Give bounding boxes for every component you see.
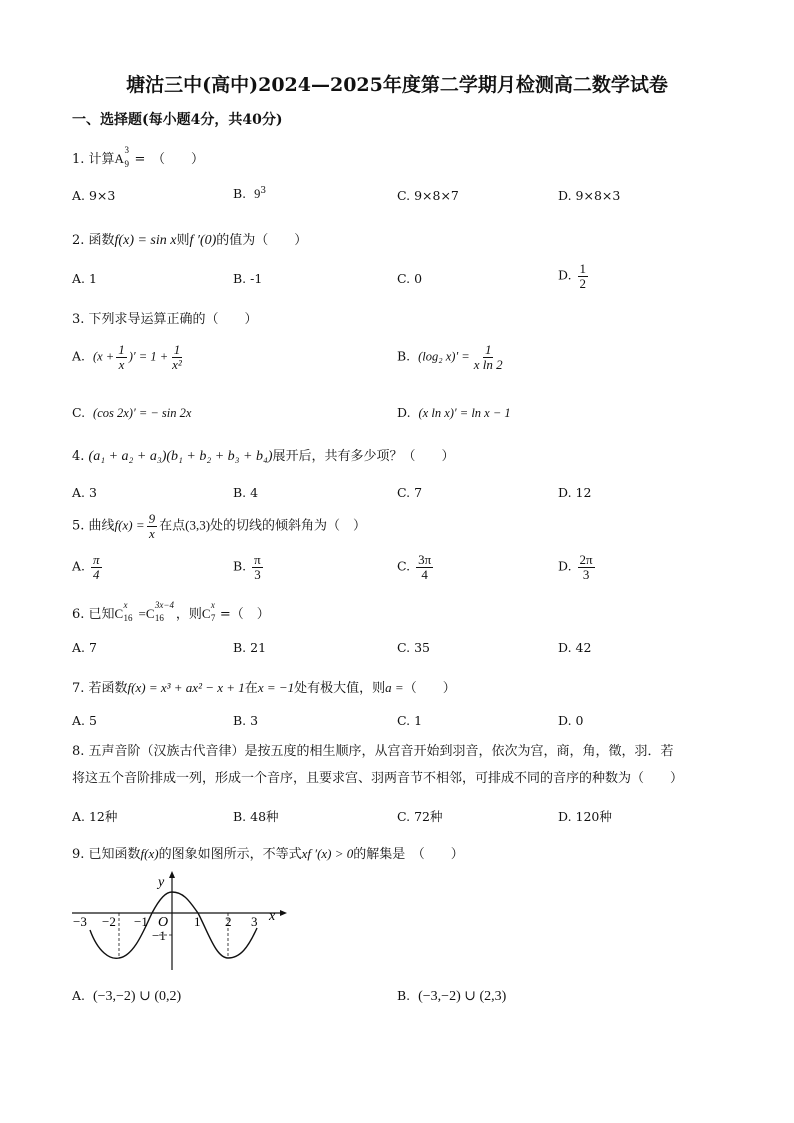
q3-option-b[interactable] (397, 343, 507, 371)
q6-prefix: 6. 已知 (72, 607, 115, 622)
q6-c2: C (145, 606, 155, 621)
q3-a-frac1 (116, 343, 127, 371)
q5-d-frac (578, 553, 595, 581)
q5-prefix: 5. 曲线 (72, 518, 115, 534)
q3-a-pre: (x + (92, 349, 115, 364)
q2-d-den: 2 (579, 275, 587, 291)
q3-b-num: 1 (484, 342, 492, 357)
q2-d-fraction (578, 262, 589, 290)
q6-suffix: =（ ） (219, 607, 270, 622)
q1-perm-symbol: A (114, 151, 124, 166)
question-5-stem (72, 512, 366, 540)
q5-b-label: B. (233, 558, 247, 574)
q3-a-label: A. (72, 348, 86, 364)
x-tick-neg2: −2 (102, 914, 116, 929)
q6-c1-sub: 16 (123, 613, 133, 623)
q5-c-frac (416, 553, 433, 581)
q8-line1: 8. 五声音阶（汉族古代音律）是按五度的相生顺序，从宫音开始到羽音，依次为宫，商，角，徵，羽．若 (72, 744, 674, 759)
question-1-stem (72, 145, 204, 169)
q2-option-d[interactable] (558, 262, 590, 290)
q1-option-a[interactable]: A. 9×3 (72, 188, 116, 203)
q5-option-b[interactable] (233, 553, 265, 581)
y-axis-arrow-icon (169, 871, 175, 878)
q2-d-label: D. (558, 267, 572, 283)
q4-suffix: 展开后，共有多少项？（ ） (272, 449, 455, 464)
q9-a-expr: (−3,−2) ∪ (0,2) (92, 989, 182, 1004)
q4-prefix: 4. (72, 449, 85, 464)
q9-suffix: 的解集是 （ ） (353, 847, 464, 862)
q6-c3-sup: x (210, 600, 215, 610)
q5-a-label: A. (72, 558, 86, 574)
q1-b-base: 9 (254, 187, 261, 202)
q2-option-b[interactable]: B. -1 (233, 271, 263, 286)
q6-c3-sub: 7 (210, 613, 216, 623)
q5-function: f(x) = (114, 517, 145, 533)
q7-function: f(x) = x³ + ax² − x + 1 (127, 680, 245, 695)
q5-fraction (147, 512, 158, 540)
q6-c1-sup: x (123, 600, 128, 610)
q5-b-den: 3 (254, 566, 261, 582)
q2-mid: 则 (176, 233, 190, 248)
q4-option-a[interactable]: A. 3 (72, 485, 97, 500)
q7-a-var: a = (385, 680, 404, 695)
q9-b-label: B. (397, 988, 411, 1003)
q9-b-expr: (−3,−2) ∪ (2,3) (418, 989, 507, 1004)
q5-option-a[interactable] (72, 553, 104, 581)
q2-d-num: 1 (579, 261, 587, 276)
x-axis-label: x (269, 909, 276, 924)
x-tick-1: 1 (194, 914, 201, 929)
q5-a-num: π (93, 552, 100, 567)
q8-option-d[interactable]: D. 120种 (558, 809, 612, 824)
q3-b-pre: (log₂ x)′ = (418, 349, 470, 364)
q3-b-den: x ln 2 (473, 356, 503, 372)
q3-a-num1: 1 (118, 342, 125, 357)
q5-option-d[interactable] (558, 553, 597, 581)
section-heading: 一、选择题(每小题4分，共40分) (72, 112, 283, 128)
question-6-stem (72, 600, 270, 623)
q3-a-mid: )′ = 1 + (128, 349, 169, 364)
q5-b-num: π (254, 552, 261, 567)
q1-option-c[interactable]: C. 9×8×7 (397, 188, 459, 203)
q5-c-num: 3π (418, 552, 432, 567)
q5-den: x (148, 525, 155, 541)
q3-a-den1: x (118, 356, 125, 372)
q7-mid: 在 (244, 681, 258, 696)
q6-eq: = (138, 606, 146, 621)
q6-option-c[interactable]: C. 35 (397, 640, 430, 655)
question-3-stem: 3. 下列求导运算正确的（ ） (72, 312, 258, 327)
q9-function: f(x) (140, 846, 159, 861)
q5-num: 9 (148, 511, 156, 526)
question-2-stem (72, 229, 307, 249)
y-axis-label: y (158, 875, 165, 890)
origin-label: O (158, 915, 169, 930)
q8-option-c[interactable]: C. 72种 (397, 809, 443, 824)
q6-c2-sub: 16 (154, 613, 164, 623)
q3-d-label: D. (397, 405, 411, 420)
q8-option-b[interactable]: B. 48种 (233, 809, 279, 824)
q6-c2-sup: 3x−4 (154, 600, 174, 610)
q5-point: (3,3) (185, 517, 211, 533)
q3-a-frac2 (170, 343, 184, 371)
y-tick-neg1: −1 (152, 928, 166, 943)
q3-option-c[interactable] (72, 405, 191, 421)
q4-option-b[interactable]: B. 4 (233, 485, 259, 500)
q3-a-den2: x² (172, 356, 182, 372)
q1-b-sup: 3 (260, 186, 267, 196)
q9-mid: 的图象如图所示，不等式 (158, 847, 302, 862)
q5-d-den: 3 (582, 566, 590, 582)
q1-b-label: B. (233, 186, 247, 202)
q5-d-label: D. (558, 558, 572, 574)
q5-option-c[interactable] (397, 553, 435, 581)
q7-option-a[interactable]: A. 5 (72, 713, 97, 728)
q2-option-a[interactable]: A. 1 (72, 271, 97, 286)
q1-option-d[interactable]: D. 9×8×3 (558, 188, 621, 203)
q7-mid2: 处有极大值，则 (294, 681, 386, 696)
q3-c-label: C. (72, 405, 86, 420)
question-4-stem (72, 445, 455, 465)
q1-prefix: 1. 计算 (72, 152, 115, 167)
q7-option-b[interactable]: B. 3 (233, 713, 259, 728)
q3-d-expr: (x ln x)′ = ln x − 1 (418, 406, 511, 420)
q4-option-d[interactable]: D. 12 (558, 485, 592, 500)
q6-option-d[interactable]: D. 42 (558, 640, 592, 655)
q5-c-den: 4 (421, 566, 428, 582)
x-tick-neg1: −1 (134, 914, 148, 929)
q9-function-graph (72, 870, 287, 975)
q4-option-c[interactable]: C. 7 (397, 485, 423, 500)
q9-inequality: xf ′(x) > 0 (301, 846, 354, 861)
q3-option-a[interactable] (72, 343, 186, 371)
q5-b-frac (252, 553, 263, 581)
q6-c3: C (201, 606, 211, 621)
question-9-stem (72, 843, 464, 862)
x-tick-neg3: −3 (73, 914, 87, 929)
q3-b-label: B. (397, 348, 411, 364)
q3-option-d[interactable] (397, 405, 511, 421)
q8-option-a[interactable]: A. 12种 (72, 809, 118, 824)
question-8-stem (72, 738, 732, 792)
q5-suffix: 处的切线的倾斜角为（ ） (210, 518, 367, 534)
x-tick-2: 2 (225, 914, 232, 929)
q3-c-expr: (cos 2x)′ = − sin 2x (93, 406, 192, 420)
q7-prefix: 7. 若函数 (72, 681, 128, 696)
q2-prefix: 2. 函数 (72, 233, 115, 248)
q6-option-b[interactable]: B. 21 (233, 640, 267, 655)
q9-a-label: A. (72, 988, 86, 1003)
q6-c1: C (114, 606, 124, 621)
q5-d-num: 2π (579, 552, 593, 567)
q6-option-a[interactable]: A. 7 (72, 640, 97, 655)
q7-option-c[interactable]: C. 1 (397, 713, 423, 728)
q2-option-c[interactable]: C. 0 (397, 271, 423, 286)
x-axis-arrow-icon (280, 910, 287, 916)
q5-c-label: C. (397, 558, 411, 574)
q3-b-frac (472, 343, 505, 371)
q2-derivative: f ′(0) (189, 233, 217, 248)
q1-perm-sub: 9 (124, 159, 130, 169)
q6-mid: ，则 (175, 607, 202, 622)
q2-suffix: 的值为（ ） (216, 233, 308, 248)
q9-option-b[interactable] (397, 988, 506, 1005)
q4-expr: (a₁ + a₂ + a₃)(b₁ + b₂ + b₃ + b₄) (88, 449, 273, 464)
q1-perm-sup: 3 (124, 145, 130, 155)
page-title: 塘沽三中(高中)2024—2025年度第二学期月检测高二数学试卷 (126, 74, 668, 96)
q1-option-b[interactable] (233, 186, 266, 202)
q8-line2: 将这五个音阶排成一列，形成一个音序，且要求宫、羽两音节不相邻，可排成不同的音序的种数为（ ） (72, 771, 684, 786)
q1-suffix: = （ ） (134, 152, 204, 167)
q5-mid: 在点 (159, 518, 186, 534)
q7-suffix: （ ） (403, 681, 456, 696)
q5-a-den: 4 (93, 566, 100, 582)
q9-option-a[interactable] (72, 988, 181, 1005)
q9-prefix: 9. 已知函数 (72, 847, 141, 862)
x-tick-3: 3 (251, 914, 258, 929)
q2-function: f(x) = sin x (114, 233, 177, 248)
q7-x-value: x = −1 (257, 680, 295, 695)
q3-a-num2: 1 (173, 342, 181, 357)
q7-option-d[interactable]: D. 0 (558, 713, 584, 728)
q5-a-frac (91, 553, 102, 581)
question-7-stem (72, 677, 456, 696)
